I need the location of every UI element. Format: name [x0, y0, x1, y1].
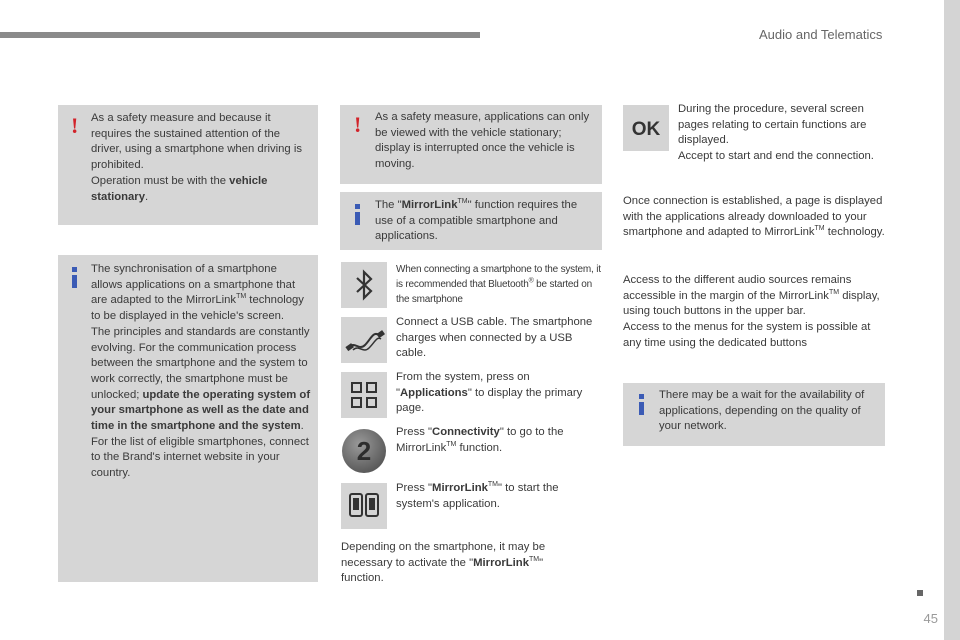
step-applications-text: From the system, press on "Applications" to display the primary page. [396, 371, 583, 415]
left-warning-box [58, 105, 318, 225]
header-rule [0, 32, 480, 38]
usb-cable-icon [341, 317, 387, 363]
middle-warning-text: As a safety measure, applications can only be viewed with the vehicle stationary; display is interrupted once the vehicle is moving. [375, 111, 590, 171]
ok-text: During the procedure, several screen pages relating to certain functions are displayed. Accept to start and end the connection. [678, 103, 874, 163]
step-bluetooth-text: When connecting a smartphone to the system, it is recommended that Bluetooth® be started on the smartphone [396, 264, 601, 305]
exclamation-icon: ! [71, 113, 79, 138]
page-edge-tab [944, 0, 960, 640]
step-mirrorlink-text: Press "MirrorLink™" to start the system's application. [396, 481, 559, 510]
page-marker [917, 590, 923, 596]
right-info-box [623, 383, 885, 446]
closing-text: Depending on the smartphone, it may be necessary to activate the "MirrorLink™" function. [341, 541, 546, 585]
right-info-text: There may be a wait for the availability of applications, depending on the quality of your network. [659, 389, 865, 433]
connection-established-text: Once connection is established, a page is displayed with the applications already downloaded to your smartphone and adapted to MirrorLink™ technology. [623, 195, 885, 239]
ok-icon [623, 105, 669, 151]
left-warning-text: As a safety measure and because it requires the sustained attention of the driver, using a smartphone when driving is prohibited. Operation must be with the vehicle stationary. [91, 112, 302, 203]
audio-access-text: Access to the different audio sources remains accessible in the margin of the MirrorLink™ display, using touch buttons in the upper bar. Access to the menus for the system is possible at any time using the dedicated buttons [623, 274, 880, 349]
middle-info-box [340, 192, 602, 250]
applications-grid-icon [341, 372, 387, 418]
middle-info-text: The "MirrorLink™" function requires the use of a compatible smartphone and applications. [375, 198, 578, 243]
mirrorlink-phone-icon [341, 483, 387, 529]
bluetooth-icon [341, 262, 387, 308]
exclamation-icon: ! [354, 112, 362, 137]
step-usb-text: Connect a USB cable. The smartphone charges when connected by a USB cable. [396, 316, 593, 360]
step-connectivity-text: Press "Connectivity" to go to the MirrorLink™ function. [396, 426, 564, 454]
middle-warning-box [340, 105, 602, 184]
svg-text:OK: OK [631, 119, 661, 140]
left-info-box [58, 255, 318, 582]
number-2-icon [341, 428, 387, 474]
left-info-text: The synchronisation of a smartphone allows applications on a smartphone that are adapted to the MirrorLink™ technology to be displayed in the vehicle's screen. The principles and standards are constantly evolving. For the communication process between the smartphone and the system to work correctly, the smartphone must be unlocked; update the operating system of your smartphone as well as the date and time in the smartphone and the system. For the list of eligible smartphones, connect to the Brand's internet website in your country. [91, 263, 311, 480]
page-number: 45 [923, 611, 938, 626]
svg-text:2: 2 [356, 436, 372, 466]
section-title: Audio and Telematics [759, 27, 883, 42]
